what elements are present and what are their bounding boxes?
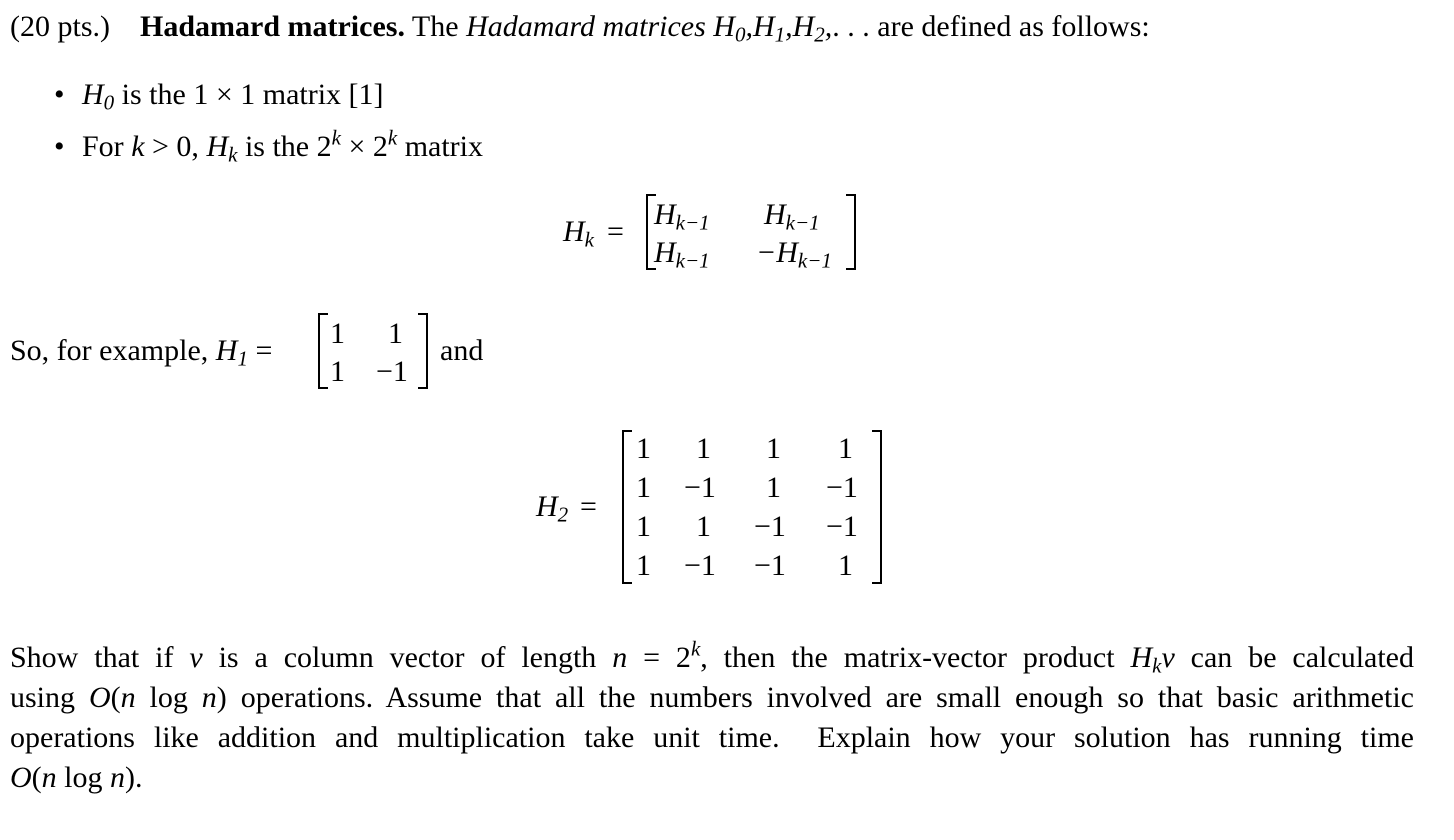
points-label: (20 pts.) xyxy=(10,10,110,43)
intro-pre: The xyxy=(411,10,459,43)
h2-lhs: $H_2$ xyxy=(536,490,569,527)
matrix-cell: $H_{k-1}$ xyxy=(654,236,710,273)
example-text: So, for example, $H_1$ = xyxy=(10,334,273,371)
matrix-cell: $H_{k-1}$ xyxy=(654,198,710,235)
matrix-cell: −1 xyxy=(826,471,858,504)
bullet-dot: • xyxy=(54,78,65,111)
series-names: $H_0,H_1,H_2$,. . . xyxy=(713,10,870,47)
hk-equals: = xyxy=(607,215,624,248)
matrix-cell: $H_{k-1}$ xyxy=(764,198,820,235)
matrix-cell: 1 xyxy=(696,510,711,543)
matrix-cell: 1 xyxy=(766,432,781,465)
problem-header xyxy=(10,10,1150,47)
bullet-dot: • xyxy=(54,130,65,163)
intro-italic: Hadamard matrices xyxy=(466,10,706,43)
matrix-cell: $-H_{k-1}$ xyxy=(756,236,832,273)
matrix-cell: −1 xyxy=(684,549,716,582)
matrix-cell: 1 xyxy=(838,432,853,465)
question-line-2: using O(n log n) operations. Assume that all the numbers involved are small enough so that basic arithmetic xyxy=(10,681,1414,714)
matrix-cell: −1 xyxy=(376,355,408,388)
matrix-cell: 1 xyxy=(330,317,345,350)
matrix-cell: 1 xyxy=(696,432,711,465)
h1-matrix xyxy=(318,313,428,389)
question-line-4: O(n log n). xyxy=(10,761,143,794)
hk-lhs: $H_k$ xyxy=(563,215,594,252)
h2-matrix xyxy=(622,430,882,584)
matrix-cell: −1 xyxy=(754,510,786,543)
matrix-cell: −1 xyxy=(684,471,716,504)
matrix-cell: 1 xyxy=(330,355,345,388)
matrix-cell: −1 xyxy=(754,549,786,582)
problem-title: Hadamard matrices. xyxy=(140,10,405,43)
bullet-item-hk: For k > 0, $H_k$ is the $2^k \times 2^k$ matrix xyxy=(82,125,483,167)
matrix-cell: 1 xyxy=(636,432,651,465)
intro-post: are defined as follows: xyxy=(877,10,1150,43)
matrix-cell: 1 xyxy=(636,549,651,582)
example-and: and xyxy=(440,334,484,367)
matrix-cell: 1 xyxy=(636,510,651,543)
question-line-1: Show that if v is a column vector of length $n = 2^k$, then the matrix-vector product $H_kv$ can be calculated xyxy=(10,636,1415,678)
bullet-item-h0: $H_0$ is the 1 × 1 matrix [1] xyxy=(82,78,384,115)
question-paragraph xyxy=(10,638,1414,798)
matrix-cell: 1 xyxy=(766,471,781,504)
matrix-cell: 1 xyxy=(636,471,651,504)
matrix-cell: −1 xyxy=(826,510,858,543)
h2-equals: = xyxy=(580,490,597,523)
matrix-cell: 1 xyxy=(838,549,853,582)
question-line-3: operations like addition and multiplication take unit time. Explain how your solution has running time xyxy=(10,721,1414,754)
hk-matrix xyxy=(646,194,856,273)
matrix-cell: 1 xyxy=(388,317,403,350)
